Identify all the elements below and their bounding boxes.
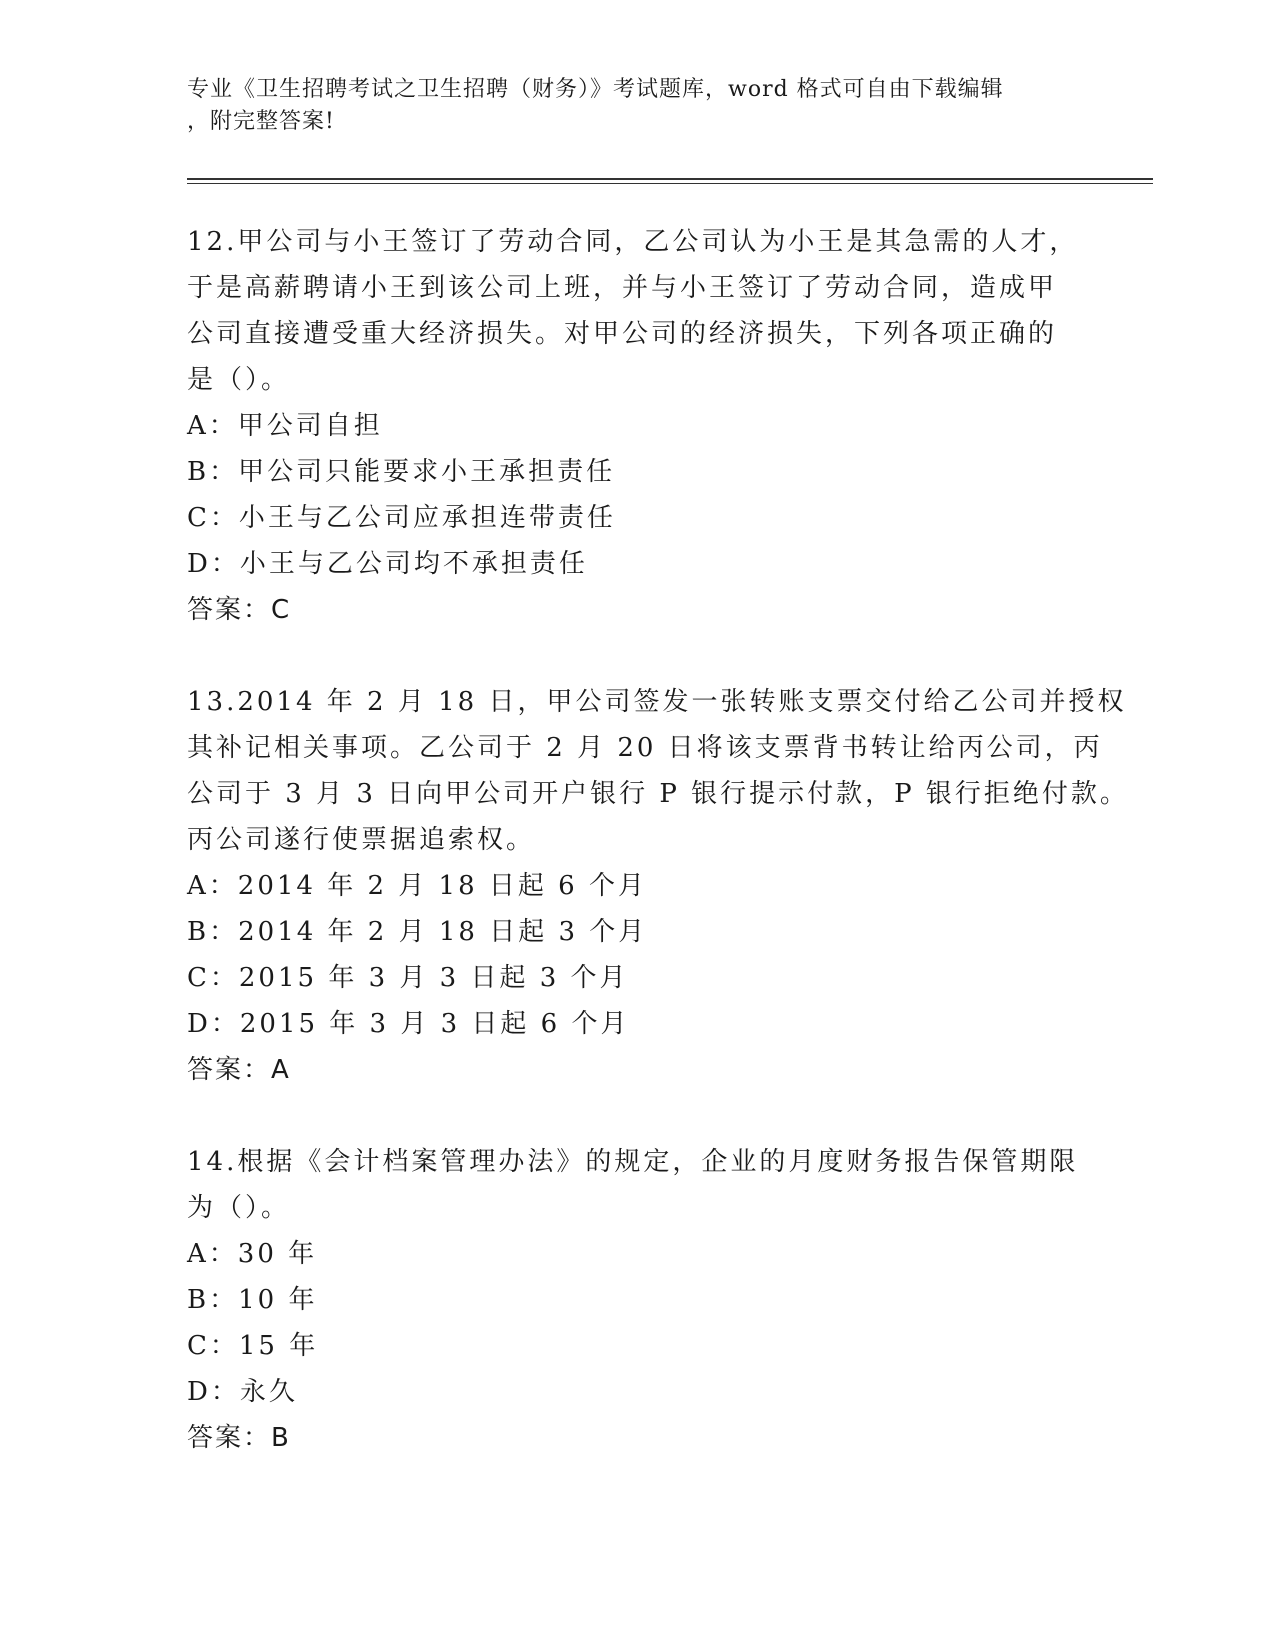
question-stem-line: 公司直接遭受重大经济损失。对甲公司的经济损失，下列各项正确的 [187,319,1058,349]
document-header [187,74,1087,138]
option-a: A：2014 年 2 月 18 日起 6 个月 [187,871,647,901]
answer-label: 答案：C [187,595,292,625]
question-stem-line: 是（）。 [187,365,291,395]
question-stem-line: 其补记相关事项。乙公司于 2 月 20 日将该支票背书转让给丙公司，丙 [187,733,1103,763]
question-stem-line: 丙公司遂行使票据追索权。 [187,825,536,855]
option-d: D：小王与乙公司均不承担责任 [187,549,588,579]
option-a: A：30 年 [187,1239,318,1269]
option-b: B：甲公司只能要求小王承担责任 [187,457,616,487]
question-12 [187,219,1087,633]
question-stem-line: 公司于 3 月 3 日向甲公司开户银行 P 银行提示付款，P 银行拒绝付款。 [187,779,1129,809]
option-b: B：10 年 [187,1285,318,1315]
option-b: B：2014 年 2 月 18 日起 3 个月 [187,917,648,947]
header-divider-thick [187,178,1153,180]
answer-label: 答案：B [187,1423,291,1453]
option-c: C：2015 年 3 月 3 日起 3 个月 [187,963,629,993]
question-stem-line: 为（）。 [187,1193,291,1223]
option-d: D：2015 年 3 月 3 日起 6 个月 [187,1009,630,1039]
question-stem-line: 13.2014 年 2 月 18 日，甲公司签发一张转账支票交付给乙公司并授权 [187,687,1127,717]
option-c: C：15 年 [187,1331,319,1361]
question-13 [187,679,1129,1093]
header-divider-thin [187,183,1153,184]
question-stem-line: 12.甲公司与小王签订了劳动合同，乙公司认为小王是其急需的人才， [187,227,1079,257]
option-a: A：甲公司自担 [187,411,383,441]
answer-label: 答案：A [187,1055,291,1085]
option-c: C：小王与乙公司应承担连带责任 [187,503,616,533]
question-stem-line: 14.根据《会计档案管理办法》的规定，企业的月度财务报告保管期限 [187,1147,1079,1177]
option-d: D：永久 [187,1377,298,1407]
header-line-2: ，附完整答案! [187,109,335,134]
header-line-1: 专业《卫生招聘考试之卫生招聘（财务）》考试题库，word 格式可自由下载编辑 [187,77,1004,102]
question-stem-line: 于是高薪聘请小王到该公司上班，并与小王签订了劳动合同，造成甲 [187,273,1058,303]
question-14 [187,1139,1087,1461]
